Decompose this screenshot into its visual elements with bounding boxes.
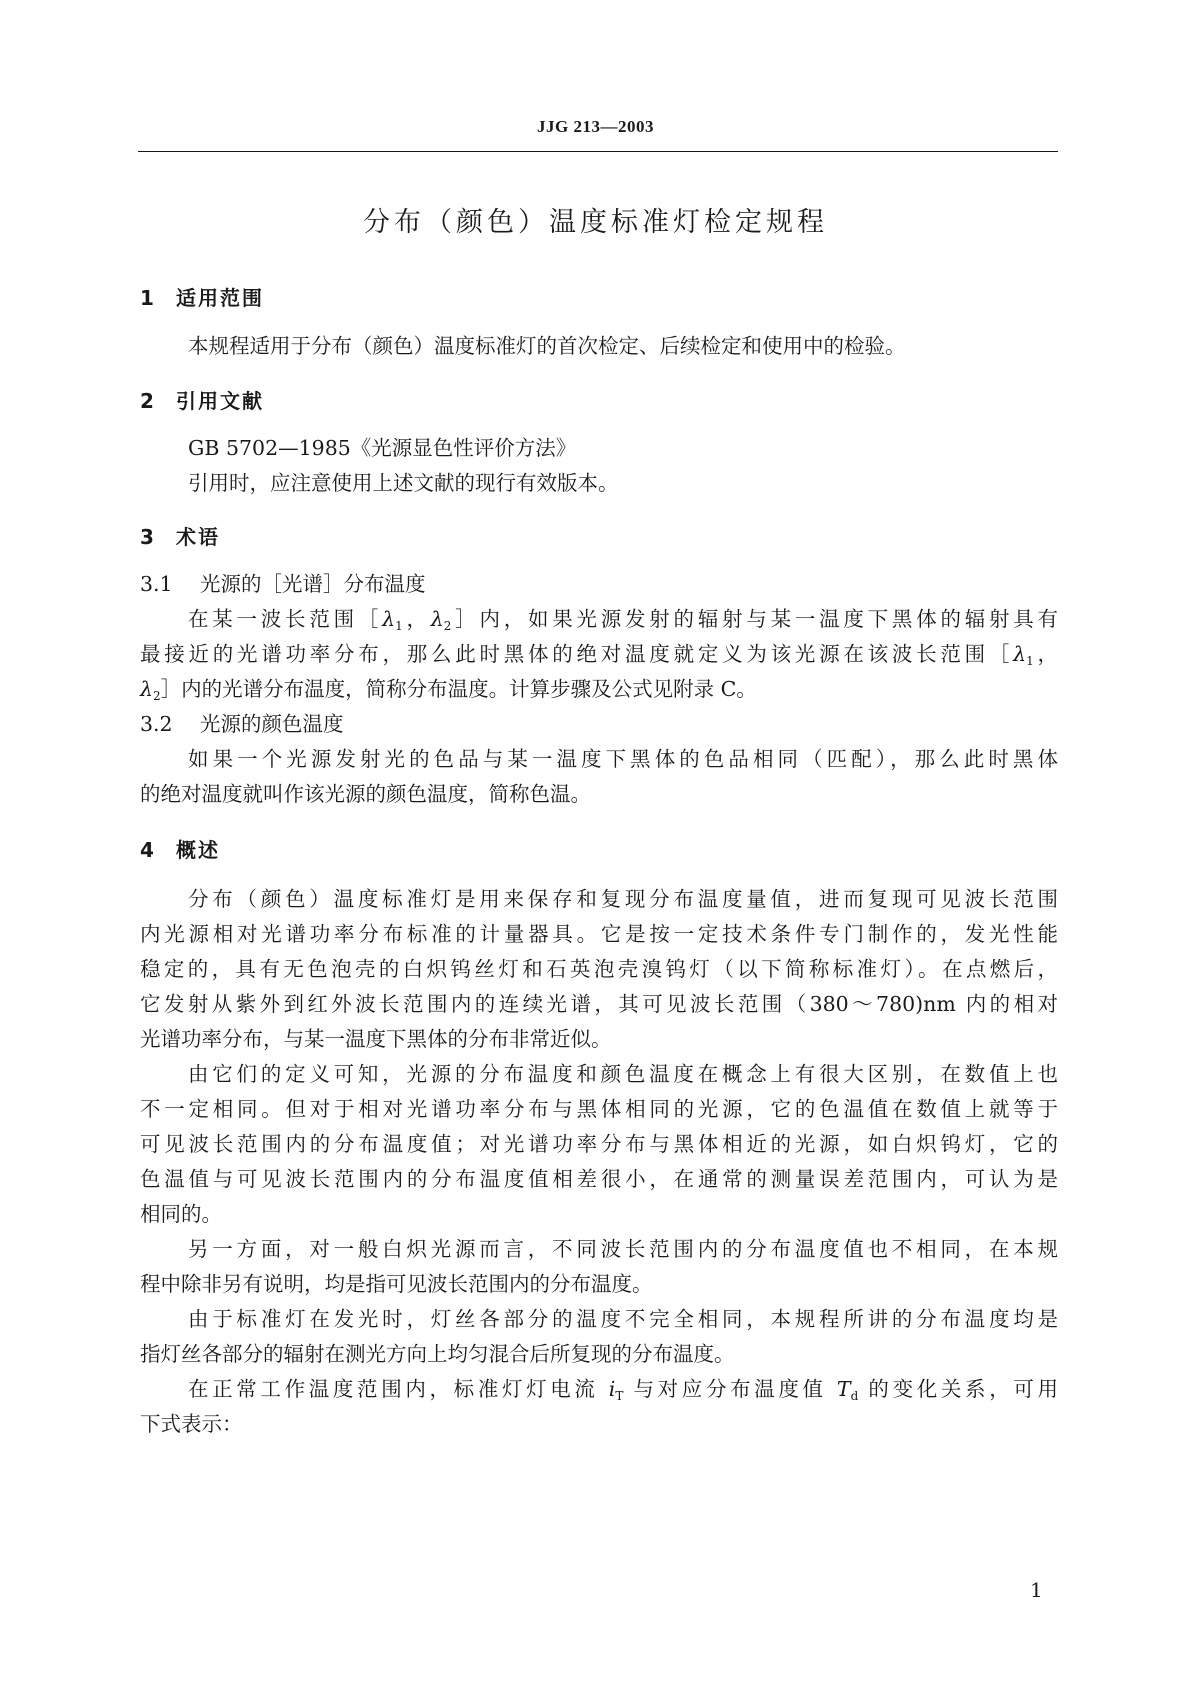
temperature-symbol: T bbox=[836, 1377, 851, 1401]
paragraph-line: 它发射从紫外到红外波长范围内的连续光谱，其可见波长范围（380～780)nm 内的相对 bbox=[140, 992, 1058, 1016]
section-title: 术语 bbox=[176, 525, 220, 549]
subsection-number: 3.2 bbox=[140, 712, 173, 736]
subsection-3-2-heading bbox=[140, 709, 344, 739]
paragraph-line: 程中除非另有说明，均是指可见波长范围内的分布温度。 bbox=[140, 1272, 653, 1296]
section-2-heading bbox=[140, 385, 264, 414]
section-number: 3 bbox=[140, 525, 154, 549]
section-number: 1 bbox=[140, 286, 154, 310]
section-title: 适用范围 bbox=[176, 286, 264, 310]
paragraph-line: 指灯丝各部分的辐射在测光方向上均匀混合后所复现的分布温度。 bbox=[140, 1342, 735, 1366]
document-title: 分布（颜色）温度标准灯检定规程 bbox=[363, 207, 828, 238]
paragraph-line: 本规程适用于分布（颜色）温度标准灯的首次检定、后续检定和使用中的检验。 bbox=[188, 334, 906, 358]
paragraph-line: 色温值与可见波长范围内的分布温度值相差很小，在通常的测量误差范围内，可认为是 bbox=[140, 1167, 1058, 1191]
paragraph-line: 分布（颜色）温度标准灯是用来保存和复现分布温度量值，进而复现可见波长范围 bbox=[188, 887, 1058, 911]
lambda-symbol: λ bbox=[430, 607, 444, 631]
paragraph-line: 下式表示： bbox=[140, 1412, 243, 1436]
paragraph-line: 不一定相同。但对于相对光谱功率分布与黑体相同的光源，它的色温值在数值上就等于 bbox=[140, 1097, 1058, 1121]
subsection-title: 光源的颜色温度 bbox=[200, 712, 344, 736]
paragraph-line: 光谱功率分布，与某一温度下黑体的分布非常近似。 bbox=[140, 1027, 612, 1051]
paragraph-line: $\lambda_2]$内的光谱分布温度，简称分布温度。计算步骤及公式见附录 C。 bbox=[140, 677, 757, 703]
header-rule bbox=[138, 151, 1058, 152]
current-symbol: i bbox=[608, 1377, 616, 1401]
paragraph-line: 可见波长范围内的分布温度值；对光谱功率分布与黑体相近的光源，如白炽钨灯，它的 bbox=[140, 1132, 1058, 1156]
section-number: 4 bbox=[140, 838, 154, 862]
paragraph-line: 另一方面，对一般白炽光源而言，不同波长范围内的分布温度值也不相同，在本规 bbox=[188, 1237, 1058, 1261]
paragraph-line: 如果一个光源发射光的色品与某一温度下黑体的色品相同（匹配），那么此时黑体 bbox=[188, 747, 1058, 771]
section-title: 引用文献 bbox=[176, 389, 264, 413]
paragraph-line: 内光源相对光谱功率分布标准的计量器具。它是按一定技术条件专门制作的，发光性能 bbox=[140, 922, 1058, 946]
subsection-3-1-heading bbox=[140, 569, 426, 599]
paragraph-line: 稳定的，具有无色泡壳的白炽钨丝灯和石英泡壳溴钨灯（以下简称标准灯）。在点燃后， bbox=[140, 957, 1058, 981]
paragraph-line: 引用时，应注意使用上述文献的现行有效版本。 bbox=[188, 471, 619, 495]
paragraph-line: 在某一波长范围$[\lambda_1$，$\lambda_2]$内，如果光源发射的辐射与某一温度下黑体的辐射具有 bbox=[188, 607, 1059, 633]
lambda-symbol: λ bbox=[140, 677, 153, 701]
subsection-title: 光源的［光谱］分布温度 bbox=[200, 572, 426, 596]
lambda-symbol: λ bbox=[382, 607, 396, 631]
section-3-heading bbox=[140, 521, 220, 550]
paragraph-line: 相同的。 bbox=[140, 1202, 222, 1226]
paragraph-line: 由它们的定义可知，光源的分布温度和颜色温度在概念上有很大区别，在数值上也 bbox=[188, 1062, 1058, 1086]
paragraph-line: 在正常工作温度范围内，标准灯灯电流 $i_T$ 与对应分布温度值 $T_d$ 的变化关系，可用 bbox=[188, 1377, 1058, 1403]
standard-code: JJG 213—2003 bbox=[537, 117, 654, 136]
lambda-symbol: λ bbox=[1013, 642, 1027, 666]
page-number: 1 bbox=[1030, 1578, 1043, 1602]
paragraph-line: 最接近的光谱功率分布，那么此时黑体的绝对温度就定义为该光源在该波长范围$[\lambda_1$， bbox=[140, 642, 1059, 668]
section-title: 概述 bbox=[176, 838, 220, 862]
paragraph-line: 的绝对温度就叫作该光源的颜色温度，简称色温。 bbox=[140, 782, 591, 806]
subsection-number: 3.1 bbox=[140, 572, 173, 596]
section-4-heading bbox=[140, 834, 220, 863]
paragraph-line: 由于标准灯在发光时，灯丝各部分的温度不完全相同，本规程所讲的分布温度均是 bbox=[188, 1307, 1058, 1331]
section-number: 2 bbox=[140, 389, 154, 413]
section-1-heading bbox=[140, 282, 264, 311]
reference-line: GB 5702—1985《光源显色性评价方法》 bbox=[188, 436, 577, 460]
